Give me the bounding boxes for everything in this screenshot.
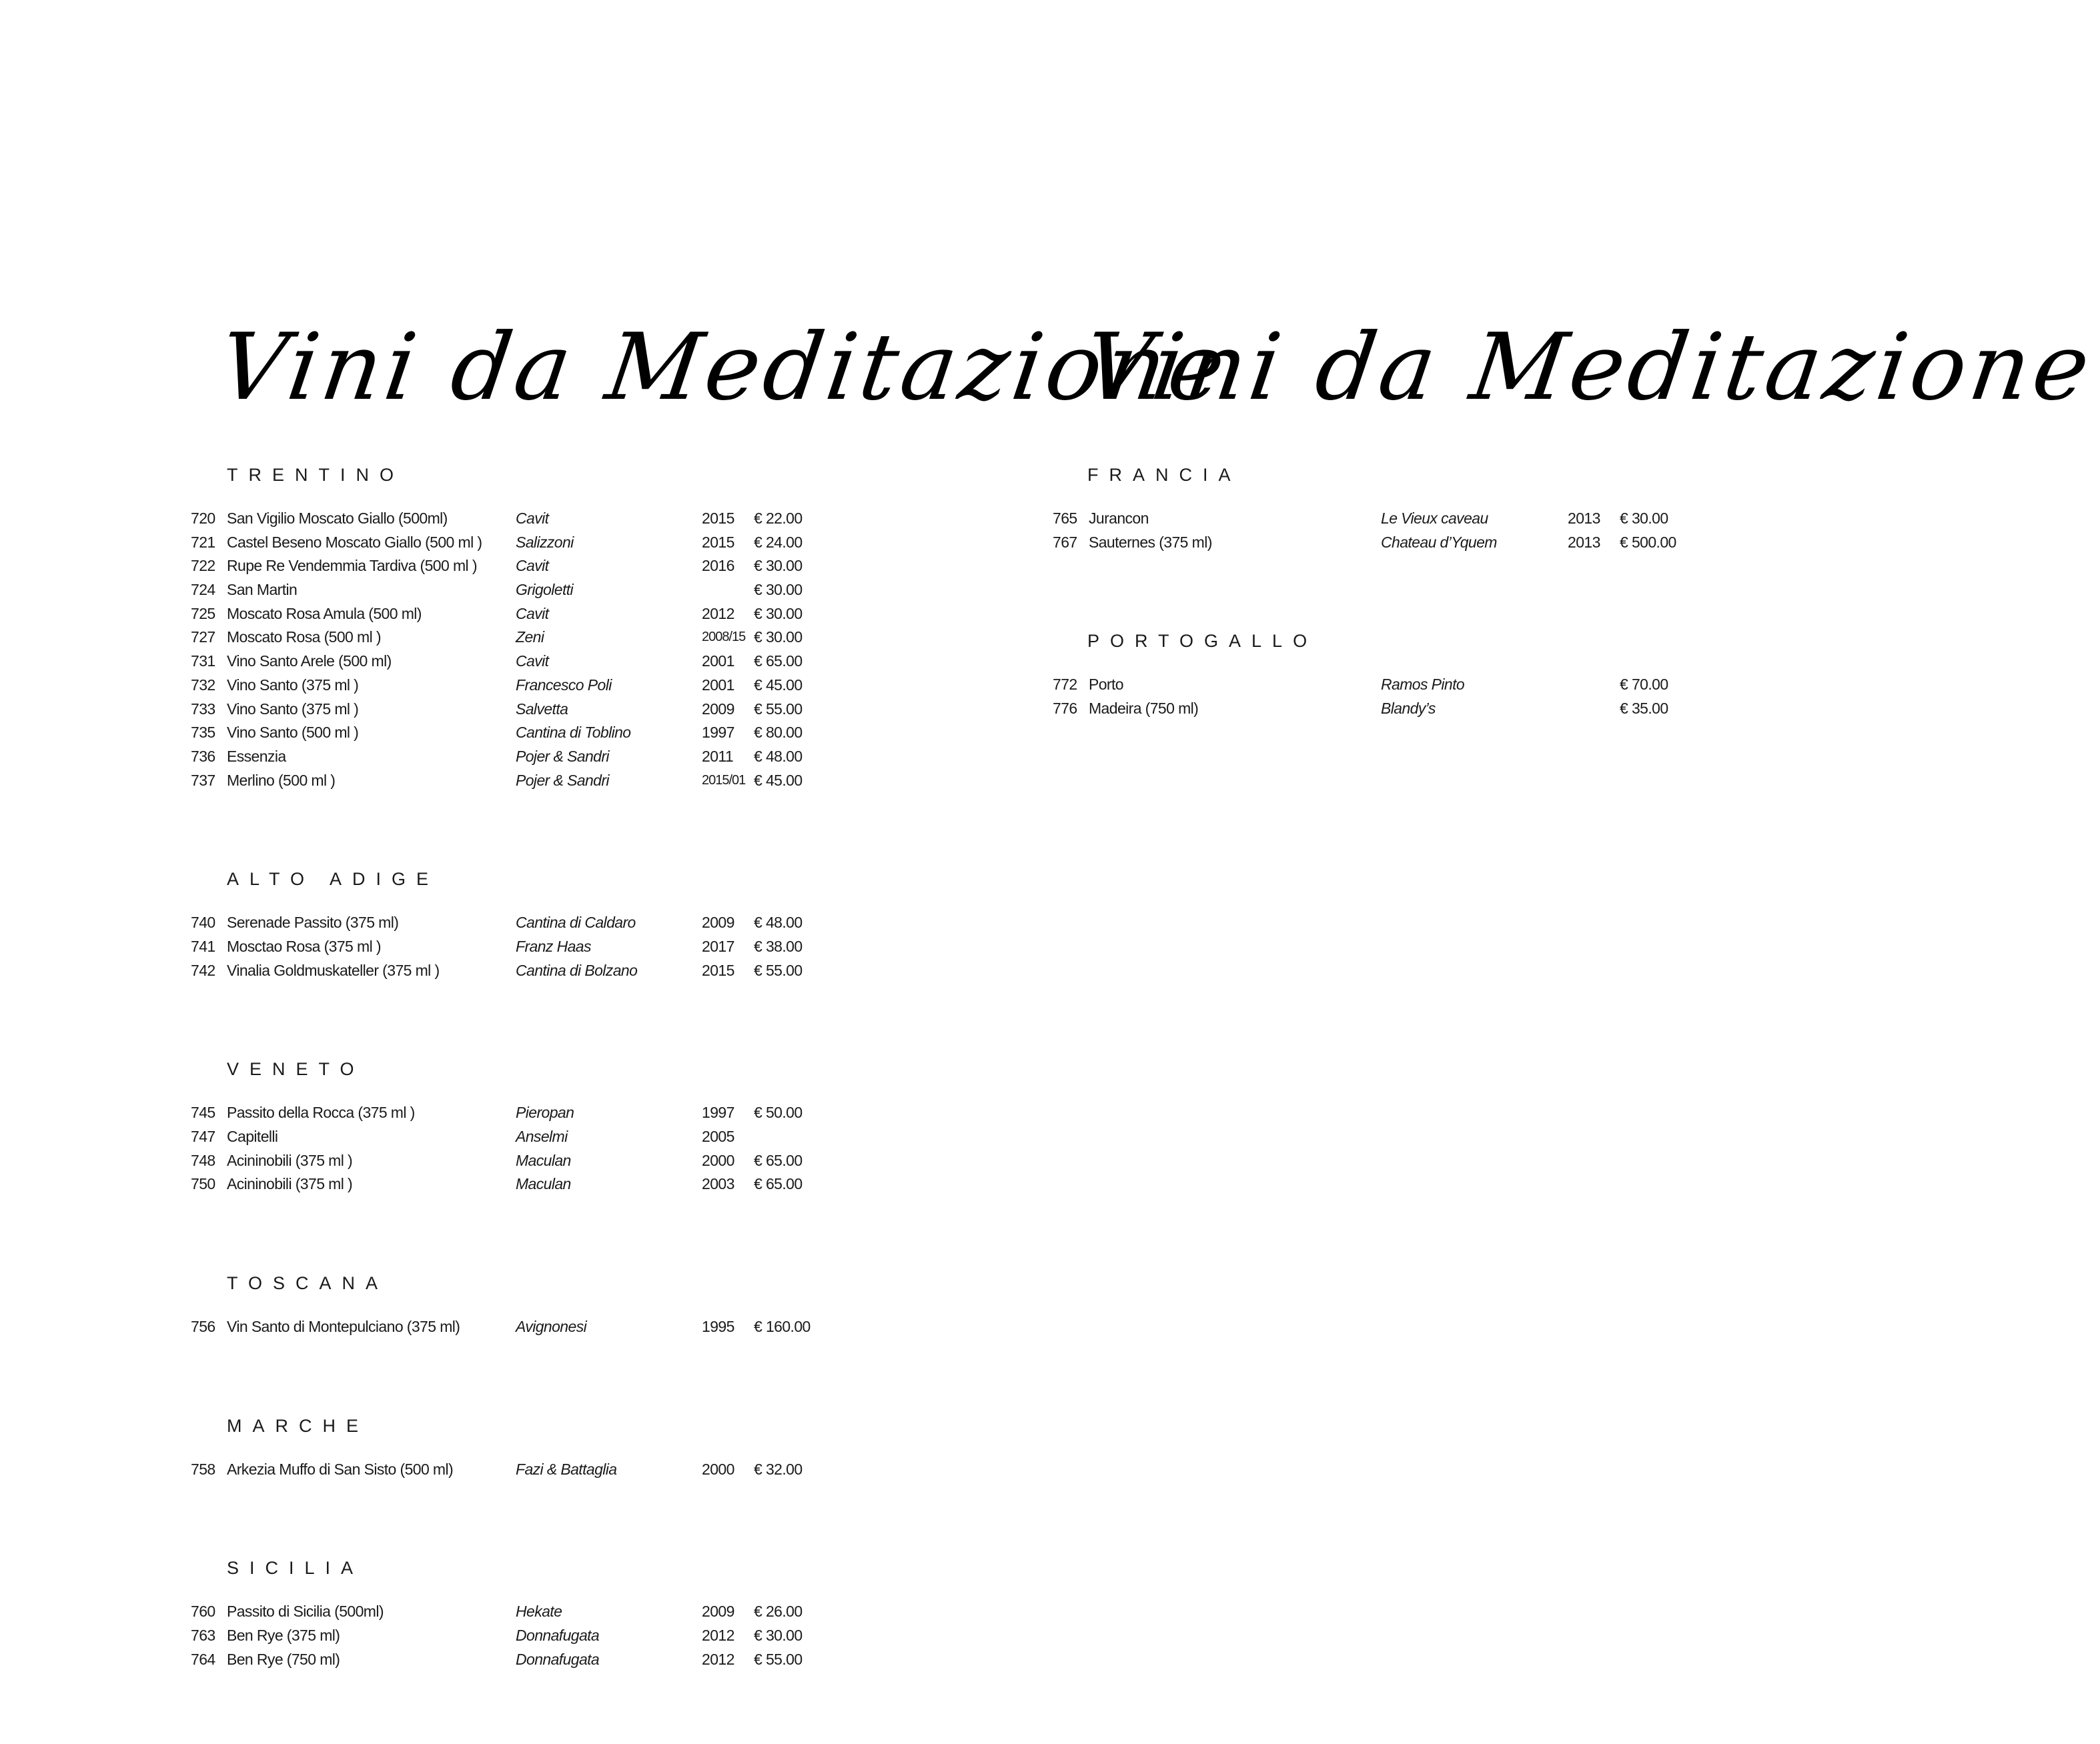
wine-year: 2012	[702, 1627, 734, 1645]
wine-name: Jurancon	[1089, 510, 1149, 527]
wine-year: 2005	[702, 1128, 734, 1145]
wine-section	[861, 626, 1668, 720]
wine-section	[0, 1268, 811, 1339]
wine-code: 767	[1053, 533, 1077, 551]
section-title: SICILIA	[227, 1558, 364, 1579]
wine-price: € 45.00	[754, 771, 803, 789]
wine-price: € 55.00	[754, 1650, 803, 1668]
section-title: TRENTINO	[227, 465, 404, 485]
wine-name: Vino Santo Arele (500 ml)	[227, 652, 392, 670]
wine-year: 2011	[702, 747, 734, 765]
wine-code: 732	[191, 676, 215, 694]
wine-name: Vino Santo (375 ml )	[227, 676, 359, 694]
wine-name: Vinalia Goldmuskateller (375 ml )	[227, 961, 440, 979]
wine-producer: Pojer & Sandri	[516, 771, 609, 789]
wine-price: € 26.00	[754, 1603, 803, 1621]
wine-price: € 65.00	[754, 1151, 803, 1169]
wine-row	[0, 1315, 811, 1339]
wine-row	[0, 911, 803, 935]
wine-price: € 30.00	[754, 1627, 803, 1645]
wine-price: € 24.00	[754, 533, 803, 551]
wine-code: 737	[191, 771, 215, 789]
wine-year: 2009	[702, 914, 734, 932]
wine-row	[0, 531, 803, 555]
wine-section	[0, 1411, 803, 1482]
wine-price: € 65.00	[754, 1175, 803, 1193]
wine-price: € 160.00	[754, 1318, 811, 1336]
wine-producer: Cantina di Toblino	[516, 724, 631, 742]
wine-year: 2015	[702, 510, 734, 527]
wine-producer: Cavit	[516, 652, 549, 670]
wine-row	[0, 1458, 803, 1482]
wine-price: € 48.00	[754, 747, 803, 765]
wine-producer: Cavit	[516, 510, 549, 527]
wine-name: Rupe Re Vendemmia Tardiva (500 ml )	[227, 557, 477, 575]
wine-year: 2009	[702, 700, 734, 718]
wine-year: 2012	[702, 1650, 734, 1668]
section-title: VENETO	[227, 1059, 365, 1080]
wine-row	[0, 769, 803, 793]
wine-row	[861, 697, 1668, 721]
wine-name: Vino Santo (500 ml )	[227, 724, 359, 742]
section-title: PORTOGALLO	[1087, 631, 1318, 652]
wine-year: 2000	[702, 1151, 734, 1169]
wine-year: 2009	[702, 1603, 734, 1621]
wine-row	[0, 1648, 803, 1672]
wine-producer: Le Vieux caveau	[1381, 510, 1488, 527]
wine-name: Essenzia	[227, 747, 286, 765]
wine-row	[0, 1624, 803, 1648]
wine-code: 763	[191, 1627, 215, 1645]
wine-name: Madeira (750 ml)	[1089, 700, 1199, 718]
wine-code: 760	[191, 1603, 215, 1621]
wine-row	[0, 1600, 803, 1624]
wine-price: € 35.00	[1620, 700, 1668, 718]
wine-producer: Donnafugata	[516, 1650, 600, 1668]
wine-name: Moscato Rosa Amula (500 ml)	[227, 604, 422, 622]
wine-name: Vin Santo di Montepulciano (375 ml)	[227, 1318, 460, 1336]
wine-name: Acininobili (375 ml )	[227, 1175, 353, 1193]
wine-price: € 22.00	[754, 510, 803, 527]
wine-producer: Salizzoni	[516, 533, 574, 551]
wine-year: 2012	[702, 604, 734, 622]
wine-price: € 70.00	[1620, 676, 1668, 694]
wine-price: € 30.00	[1620, 510, 1668, 527]
section-title: TOSCANA	[227, 1273, 389, 1294]
wine-producer: Zeni	[516, 628, 544, 646]
wine-producer: Ramos Pinto	[1381, 676, 1465, 694]
wine-producer: Chateau d’Yquem	[1381, 533, 1497, 551]
wine-row	[0, 554, 803, 578]
wine-name: Capitelli	[227, 1128, 278, 1145]
wine-row	[0, 507, 803, 531]
wine-producer: Maculan	[516, 1151, 571, 1169]
wine-name: Acininobili (375 ml )	[227, 1151, 353, 1169]
wine-code: 722	[191, 557, 215, 575]
wine-section	[0, 1553, 803, 1671]
wine-code: 764	[191, 1650, 215, 1668]
wine-code: 720	[191, 510, 215, 527]
wine-price: € 50.00	[754, 1104, 803, 1122]
wine-producer: Pieropan	[516, 1104, 574, 1122]
wine-name: Merlino (500 ml )	[227, 771, 336, 789]
wine-name: Arkezia Muffo di San Sisto (500 ml)	[227, 1460, 454, 1478]
wine-year: 2015	[702, 533, 734, 551]
wine-price: € 48.00	[754, 914, 803, 932]
wine-row	[0, 626, 803, 650]
wine-name: San Vigilio Moscato Giallo (500ml)	[227, 510, 448, 527]
wine-price: € 30.00	[754, 557, 803, 575]
wine-year: 2013	[1568, 533, 1600, 551]
wine-row	[0, 1172, 803, 1196]
wine-price: € 65.00	[754, 652, 803, 670]
wine-row	[861, 673, 1668, 697]
wine-price: € 30.00	[754, 628, 803, 646]
wine-year: 2016	[702, 557, 734, 575]
wine-code: 742	[191, 961, 215, 979]
wine-year: 1997	[702, 1104, 734, 1122]
wine-name: San Martin	[227, 581, 298, 599]
wine-code: 748	[191, 1151, 215, 1169]
wine-code: 747	[191, 1128, 215, 1145]
wine-producer: Fazi & Battaglia	[516, 1460, 617, 1478]
wine-year: 2015	[702, 961, 734, 979]
wine-year: 2008/15	[702, 630, 746, 645]
wine-list	[861, 460, 1676, 793]
wine-code: 721	[191, 533, 215, 551]
page-title: Vini da Meditazione	[212, 313, 1235, 421]
wine-producer: Maculan	[516, 1175, 571, 1193]
wine-name: Castel Beseno Moscato Giallo (500 ml )	[227, 533, 482, 551]
wine-row	[0, 1125, 734, 1149]
wine-price: € 500.00	[1620, 533, 1676, 551]
wine-code: 772	[1053, 676, 1077, 694]
wine-code: 740	[191, 914, 215, 932]
wine-code: 765	[1053, 510, 1077, 527]
wine-row	[0, 650, 803, 674]
wine-code: 725	[191, 604, 215, 622]
page-title: Vini da Meditazione	[1077, 313, 2100, 421]
wine-code: 736	[191, 747, 215, 765]
wine-producer: Hekate	[516, 1603, 562, 1621]
wine-name: Serenade Passito (375 ml)	[227, 914, 399, 932]
wine-producer: Avignonesi	[516, 1318, 587, 1336]
wine-year: 2001	[702, 652, 734, 670]
wine-list	[0, 460, 811, 1744]
wine-section	[0, 1054, 803, 1196]
wine-producer: Cantina di Bolzano	[516, 961, 638, 979]
wine-code: 733	[191, 700, 215, 718]
wine-year: 2013	[1568, 510, 1600, 527]
wine-price: € 30.00	[754, 581, 803, 599]
section-title: ALTO ADIGE	[227, 869, 440, 890]
wine-code: 727	[191, 628, 215, 646]
wine-row	[0, 578, 803, 602]
wine-price: € 38.00	[754, 937, 803, 955]
section-title: FRANCIA	[1087, 465, 1241, 485]
wine-name: Passito di Sicilia (500ml)	[227, 1603, 384, 1621]
wine-name: Moscato Rosa (500 ml )	[227, 628, 381, 646]
wine-name: Sauternes (375 ml)	[1089, 533, 1212, 551]
wine-section	[861, 460, 1676, 554]
wine-name: Vino Santo (375 ml )	[227, 700, 359, 718]
wine-code: 731	[191, 652, 215, 670]
wine-year: 1997	[702, 724, 734, 742]
wine-producer: Cantina di Caldaro	[516, 914, 636, 932]
wine-name: Ben Rye (375 ml)	[227, 1627, 340, 1645]
wine-code: 735	[191, 724, 215, 742]
wine-code: 750	[191, 1175, 215, 1193]
wine-row	[0, 1101, 803, 1125]
wine-producer: Cavit	[516, 557, 549, 575]
wine-name: Passito della Rocca (375 ml )	[227, 1104, 415, 1122]
wine-price: € 30.00	[754, 604, 803, 622]
wine-producer: Cavit	[516, 604, 549, 622]
wine-price: € 32.00	[754, 1460, 803, 1478]
wine-price: € 80.00	[754, 724, 803, 742]
wine-code: 776	[1053, 700, 1077, 718]
wine-producer: Francesco Poli	[516, 676, 612, 694]
wine-code: 724	[191, 581, 215, 599]
wine-year: 2017	[702, 937, 734, 955]
wine-code: 745	[191, 1104, 215, 1122]
wine-name: Porto	[1089, 676, 1123, 694]
wine-row	[0, 935, 803, 959]
wine-row	[0, 698, 803, 722]
wine-code: 758	[191, 1460, 215, 1478]
wine-producer: Pojer & Sandri	[516, 747, 609, 765]
wine-row	[0, 959, 803, 983]
wine-name: Ben Rye (750 ml)	[227, 1650, 340, 1668]
wine-year: 1995	[702, 1318, 734, 1336]
wine-price: € 45.00	[754, 676, 803, 694]
section-title: MARCHE	[227, 1415, 370, 1436]
wine-year: 2015/01	[702, 772, 746, 788]
wine-row	[861, 531, 1676, 555]
wine-code: 741	[191, 937, 215, 955]
wine-producer: Anselmi	[516, 1128, 568, 1145]
wine-year: 2003	[702, 1175, 734, 1193]
wine-year: 2000	[702, 1460, 734, 1478]
wine-producer: Grigoletti	[516, 581, 574, 599]
wine-row	[0, 1149, 803, 1173]
wine-code: 756	[191, 1318, 215, 1336]
wine-name: Mosctao Rosa (375 ml )	[227, 937, 381, 955]
wine-row	[0, 721, 803, 745]
right-page	[861, 0, 2100, 1733]
wine-row	[0, 745, 803, 769]
wine-section	[0, 460, 803, 792]
wine-producer: Franz Haas	[516, 937, 591, 955]
wine-year: 2001	[702, 676, 734, 694]
wine-producer: Donnafugata	[516, 1627, 600, 1645]
wine-row	[861, 507, 1668, 531]
wine-price: € 55.00	[754, 700, 803, 718]
wine-producer: Salvetta	[516, 700, 568, 718]
wine-producer: Blandy’s	[1381, 700, 1436, 718]
wine-price: € 55.00	[754, 961, 803, 979]
wine-section	[0, 864, 803, 982]
wine-row	[0, 602, 803, 626]
wine-row	[0, 674, 803, 698]
